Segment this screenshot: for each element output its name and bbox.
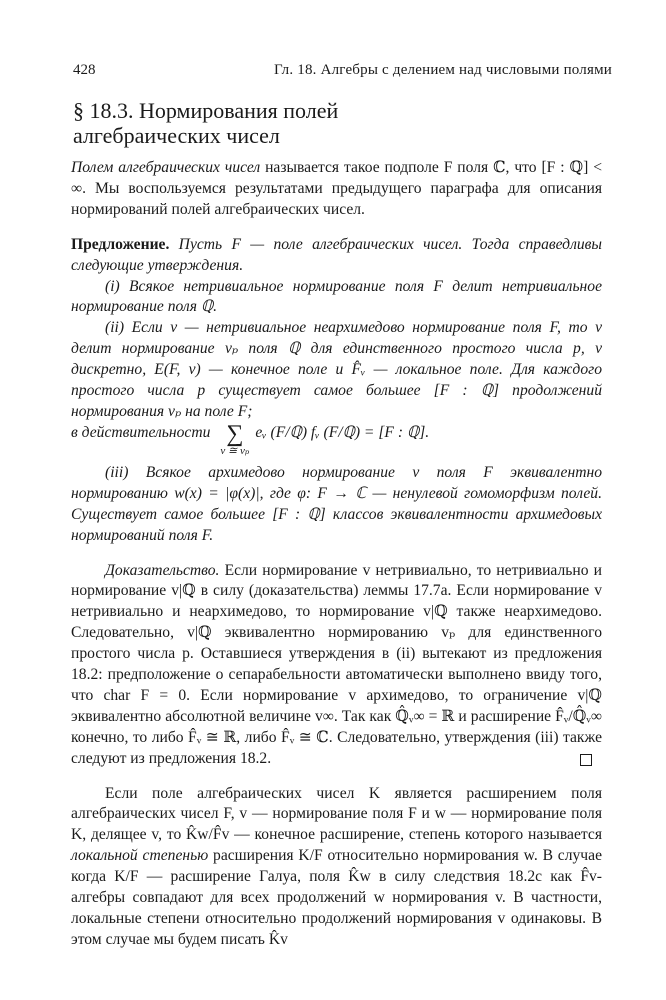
summation	[220, 420, 250, 457]
proposition-item-ii: (ii) Если v — нетривиальное неархимедово нормирование поля F, то v делит нормирование vₚ поля ℚ для единственного простого числа p, v дискретно, E(F, v) — конечное поле и F̂ᵥ — локальное поле. Для каждого простого числа p существует самое большее [F : ℚ] продолжений нормирования vₚ на поле F;	[71, 319, 602, 420]
closing-paragraph: Если поле алгебраических чисел K является расширением поля алгебраических чисел F, v — нормирование поля F и w — нормирование поля K, делящее v, то K̂w/F̂v — конечное расширение, степень которого называется локальной степенью расширения K/F относительно нормирования w. В случае когда K/F — расширение Галуа, поля K̂w в силу следствия 18.2c как F̂v-алгебры совпадают для всех продолжений w нормирования v. В частности, локальные степени относительно продолжений нормирования v одинаковы. В этом случае мы будем писать K̂v	[71, 784, 602, 948]
qed-square-icon	[580, 754, 592, 766]
section-title-line1: § 18.3. Нормирования полей	[73, 98, 339, 123]
proposition-paragraph	[71, 235, 602, 277]
page-number: 428	[73, 62, 96, 78]
section-heading	[73, 98, 593, 148]
proposition-label: Предложение.	[71, 235, 170, 253]
sum-lead-text: в действительности	[71, 423, 211, 441]
intro-paragraph	[71, 158, 602, 221]
proof-text: Если нормирование v нетривиально, то нетривиально и нормирование v|ℚ в силу (доказательства) леммы 17.7a. Если нормирование v нетривиально и неархимедово, то нормирование v|ℚ также неархимедово. Следовательно, v|ℚ эквивалентно нормированию vₚ для единственного простого числа p. Оставшиеся утверждения в (ii) вытекают из предложения 18.2: предположение о сепарабельности автоматически выполнено ввиду того, что char F = 0. Если нормирование v архимедово, то ограничение v|ℚ эквивалентно абсолютной величине v∞. Так как ℚ̂ᵥ∞ = ℝ и расширение F̂ᵥ/ℚ̂ᵥ∞ конечно, то либо F̂ᵥ ≅ ℝ, либо F̂ᵥ ≅ ℂ. Следовательно, утверждения (iii) также следуют из предложения 18.2.	[71, 561, 602, 767]
running-header: Гл. 18. Алгебры с делением над числовыми полями	[273, 62, 612, 78]
sum-symbol: ∑	[226, 420, 244, 447]
intro-term: Полем алгебраических чисел	[71, 159, 261, 176]
proposition-item-iii: (iii) Всякое архимедово нормирование v поля F эквивалентно нормированию w(x) = |φ(x)|, где φ: F → ℂ — ненулевой гомоморфизм полей. Существует самое большее [F : ℚ] классов эквивалентности архимедовых нормирований поля F.	[71, 463, 602, 544]
proof-label: Доказательство.	[105, 561, 220, 579]
proposition-item-i: (i) Всякое нетривиальное нормирование поля F делит нетривиальное нормирование поля ℚ.	[71, 277, 602, 316]
sum-expression: eᵥ (F/ℚ) fᵥ (F/ℚ) = [F : ℚ].	[255, 423, 430, 441]
proposition-statement: Пусть F — поле алгебраических чисел. Тогда справедливы следующие утверждения.	[71, 235, 602, 274]
sum-formula	[71, 420, 602, 463]
local-degree-term: локальной степенью	[71, 847, 209, 865]
section-title-line2: алгебраических чисел	[73, 123, 280, 148]
sum-subscript: v ≅ vₚ	[220, 444, 250, 457]
proof-paragraph	[71, 561, 602, 770]
intro-text: называется такое подполе F поля ℂ, что [F : ℚ] < ∞. Мы воспользуемся результатами предыдущего параграфа для описания нормирований полей алгебраических чисел.	[71, 159, 602, 218]
page-body	[71, 158, 602, 951]
